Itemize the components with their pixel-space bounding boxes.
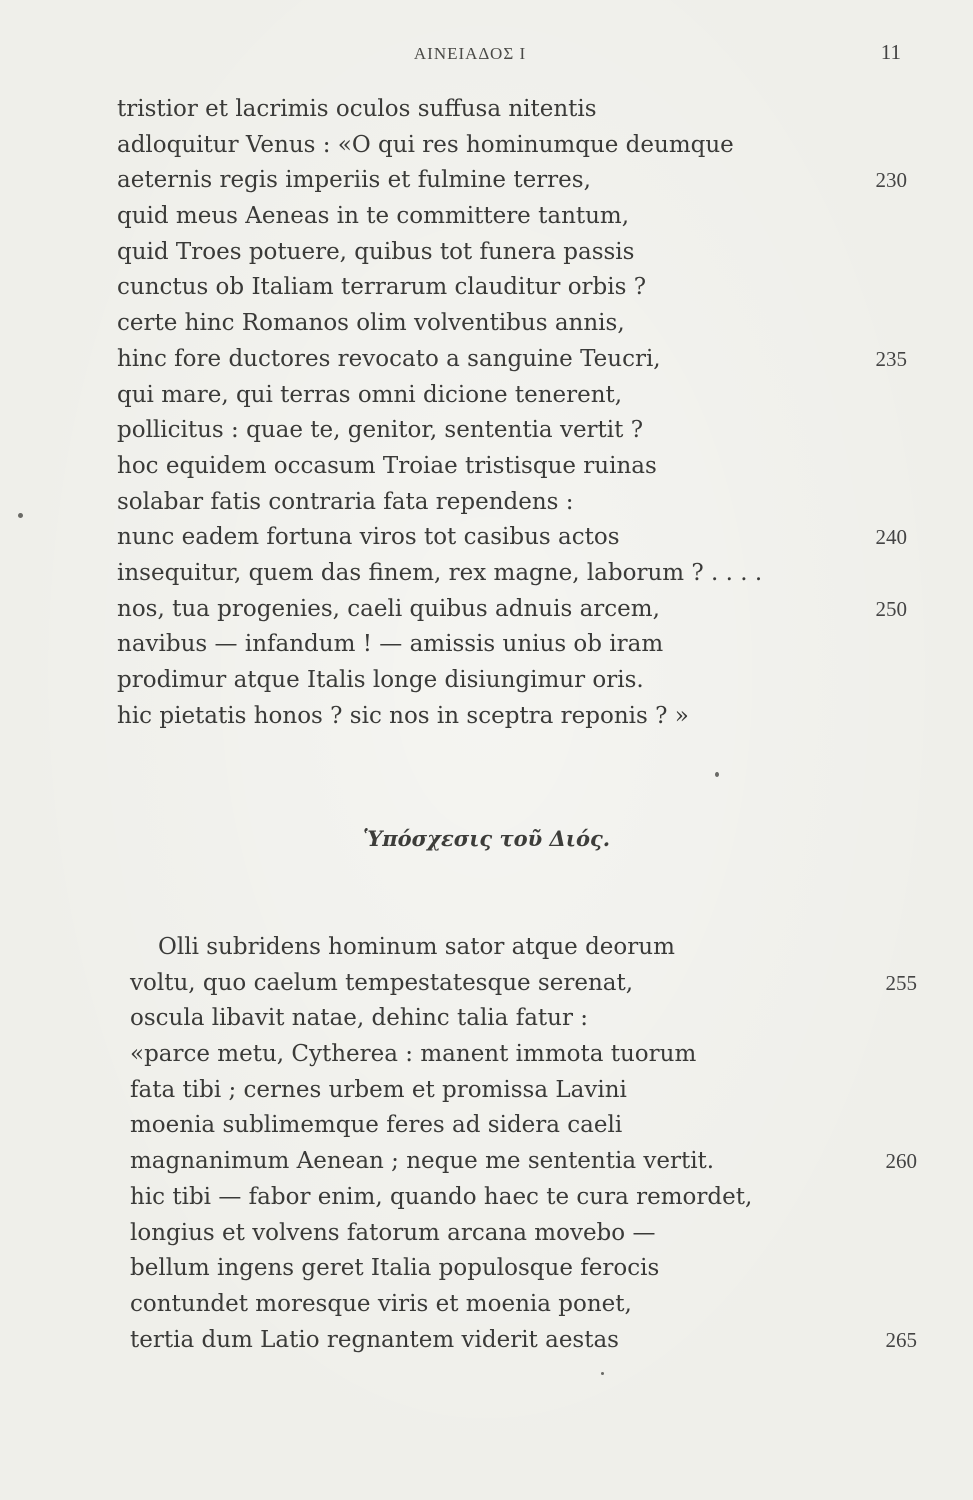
verse-line [0,699,973,735]
verse-line [0,270,973,306]
line-number: 250 [875,596,907,621]
verse-line [0,1287,973,1323]
verse-text: hoc equidem occasum Troiae tristisque ruinas [117,452,657,479]
page-number: 11 [880,40,901,64]
verse-text: voltu, quo caelum tempestatesque serenat, [130,969,634,996]
verse-text: prodimur atque Italis longe disiungimur oris. [117,667,644,693]
running-title: ΑΙΝΕΙΑΔΟΣ Ι [413,44,527,63]
verse-line [0,1108,973,1144]
verse-line [0,485,973,521]
verse-line [0,235,973,271]
verse-text: certe hinc Romanos olim volventibus annis, [117,310,625,337]
verse-text: qui mare, qui terras omni dicione tenerent, [117,381,623,408]
verse-text: longius et volvens fatorum arcana movebo — [130,1219,656,1246]
print-speck [601,1372,604,1375]
verse-text: pollicitus : quae te, genitor, sententia vertit ? [117,417,644,444]
verse-line [0,92,973,128]
line-number: 240 [875,525,907,550]
line-number: 255 [885,970,917,995]
verse-text: hic tibi — fabor enim, quando haec te cura remordet, [130,1183,753,1210]
verse-line [0,1180,973,1216]
verse-line [0,1001,973,1037]
verse-line [0,1073,973,1109]
verse-line [0,1216,973,1252]
verse-line [0,1323,973,1359]
verse-line [0,342,973,378]
line-number: 230 [875,168,907,193]
verse-line [0,128,973,164]
verse-text: cunctus ob Italiam terrarum clauditur orbis ? [117,274,647,301]
verse-block-2 [0,930,973,1358]
section-heading: Ὑπόσχεσις τοῦ Διός. [362,826,611,851]
print-speck [715,772,719,777]
line-number: 235 [875,346,907,371]
verse-text: tertia dum Latio regnantem viderit aestas [130,1326,619,1353]
verse-line [0,449,973,485]
verse-text: «parce metu, Cytherea : manent immota tuorum [130,1041,697,1068]
verse-line [0,378,973,414]
verse-text: tristior et lacrimis oculos suffusa nitentis [117,96,597,122]
verse-line [0,627,973,663]
verse-line [0,306,973,342]
verse-text: contundet moresque viris et moenia ponet, [130,1290,632,1317]
verse-line [0,413,973,449]
verse-line [0,199,973,235]
verse-text: hic pietatis honos ? sic nos in sceptra reponis ? » [117,702,689,729]
verse-block-1 [0,92,973,734]
line-number: 260 [885,1149,917,1174]
verse-text: hinc fore ductores revocato a sanguine Teucri, [117,345,661,372]
verse-line [0,520,973,556]
print-speck [18,513,23,518]
verse-text: moenia sublimemque feres ad sidera caeli [130,1112,623,1139]
verse-text: aeternis regis imperiis et fulmine terres, [117,167,591,194]
line-number: 265 [885,1327,917,1352]
verse-line [0,1251,973,1287]
verse-text: navibus — infandum ! — amissis unius ob iram [117,631,664,658]
verse-line [0,556,973,592]
verse-line [0,1037,973,1073]
verse-text: adloquitur Venus : «O qui res hominumque deumque [117,131,734,158]
verse-text: fata tibi ; cernes urbem et promissa Lavini [130,1076,627,1103]
verse-text: nos, tua progenies, caeli quibus adnuis arcem, [117,595,660,622]
verse-text: insequitur, quem das finem, rex magne, laborum ? . . . . [117,559,763,586]
verse-text: Olli subridens hominum sator atque deorum [158,934,675,960]
verse-line [0,1144,973,1180]
verse-line [0,592,973,628]
verse-text: quid meus Aeneas in te committere tantum, [117,203,630,230]
verse-text: magnanimum Aenean ; neque me sententia vertit. [130,1148,715,1175]
verse-line [0,163,973,199]
verse-text: solabar fatis contraria fata rependens : [117,488,574,515]
verse-line [0,663,973,699]
verse-text: quid Troes potuere, quibus tot funera passis [117,238,635,265]
verse-text: nunc eadem fortuna viros tot casibus actos [117,524,620,551]
verse-line [0,966,973,1002]
verse-line [0,930,973,966]
verse-text: bellum ingens geret Italia populosque ferocis [130,1255,660,1282]
verse-text: oscula libavit natae, dehinc talia fatur : [130,1005,589,1032]
